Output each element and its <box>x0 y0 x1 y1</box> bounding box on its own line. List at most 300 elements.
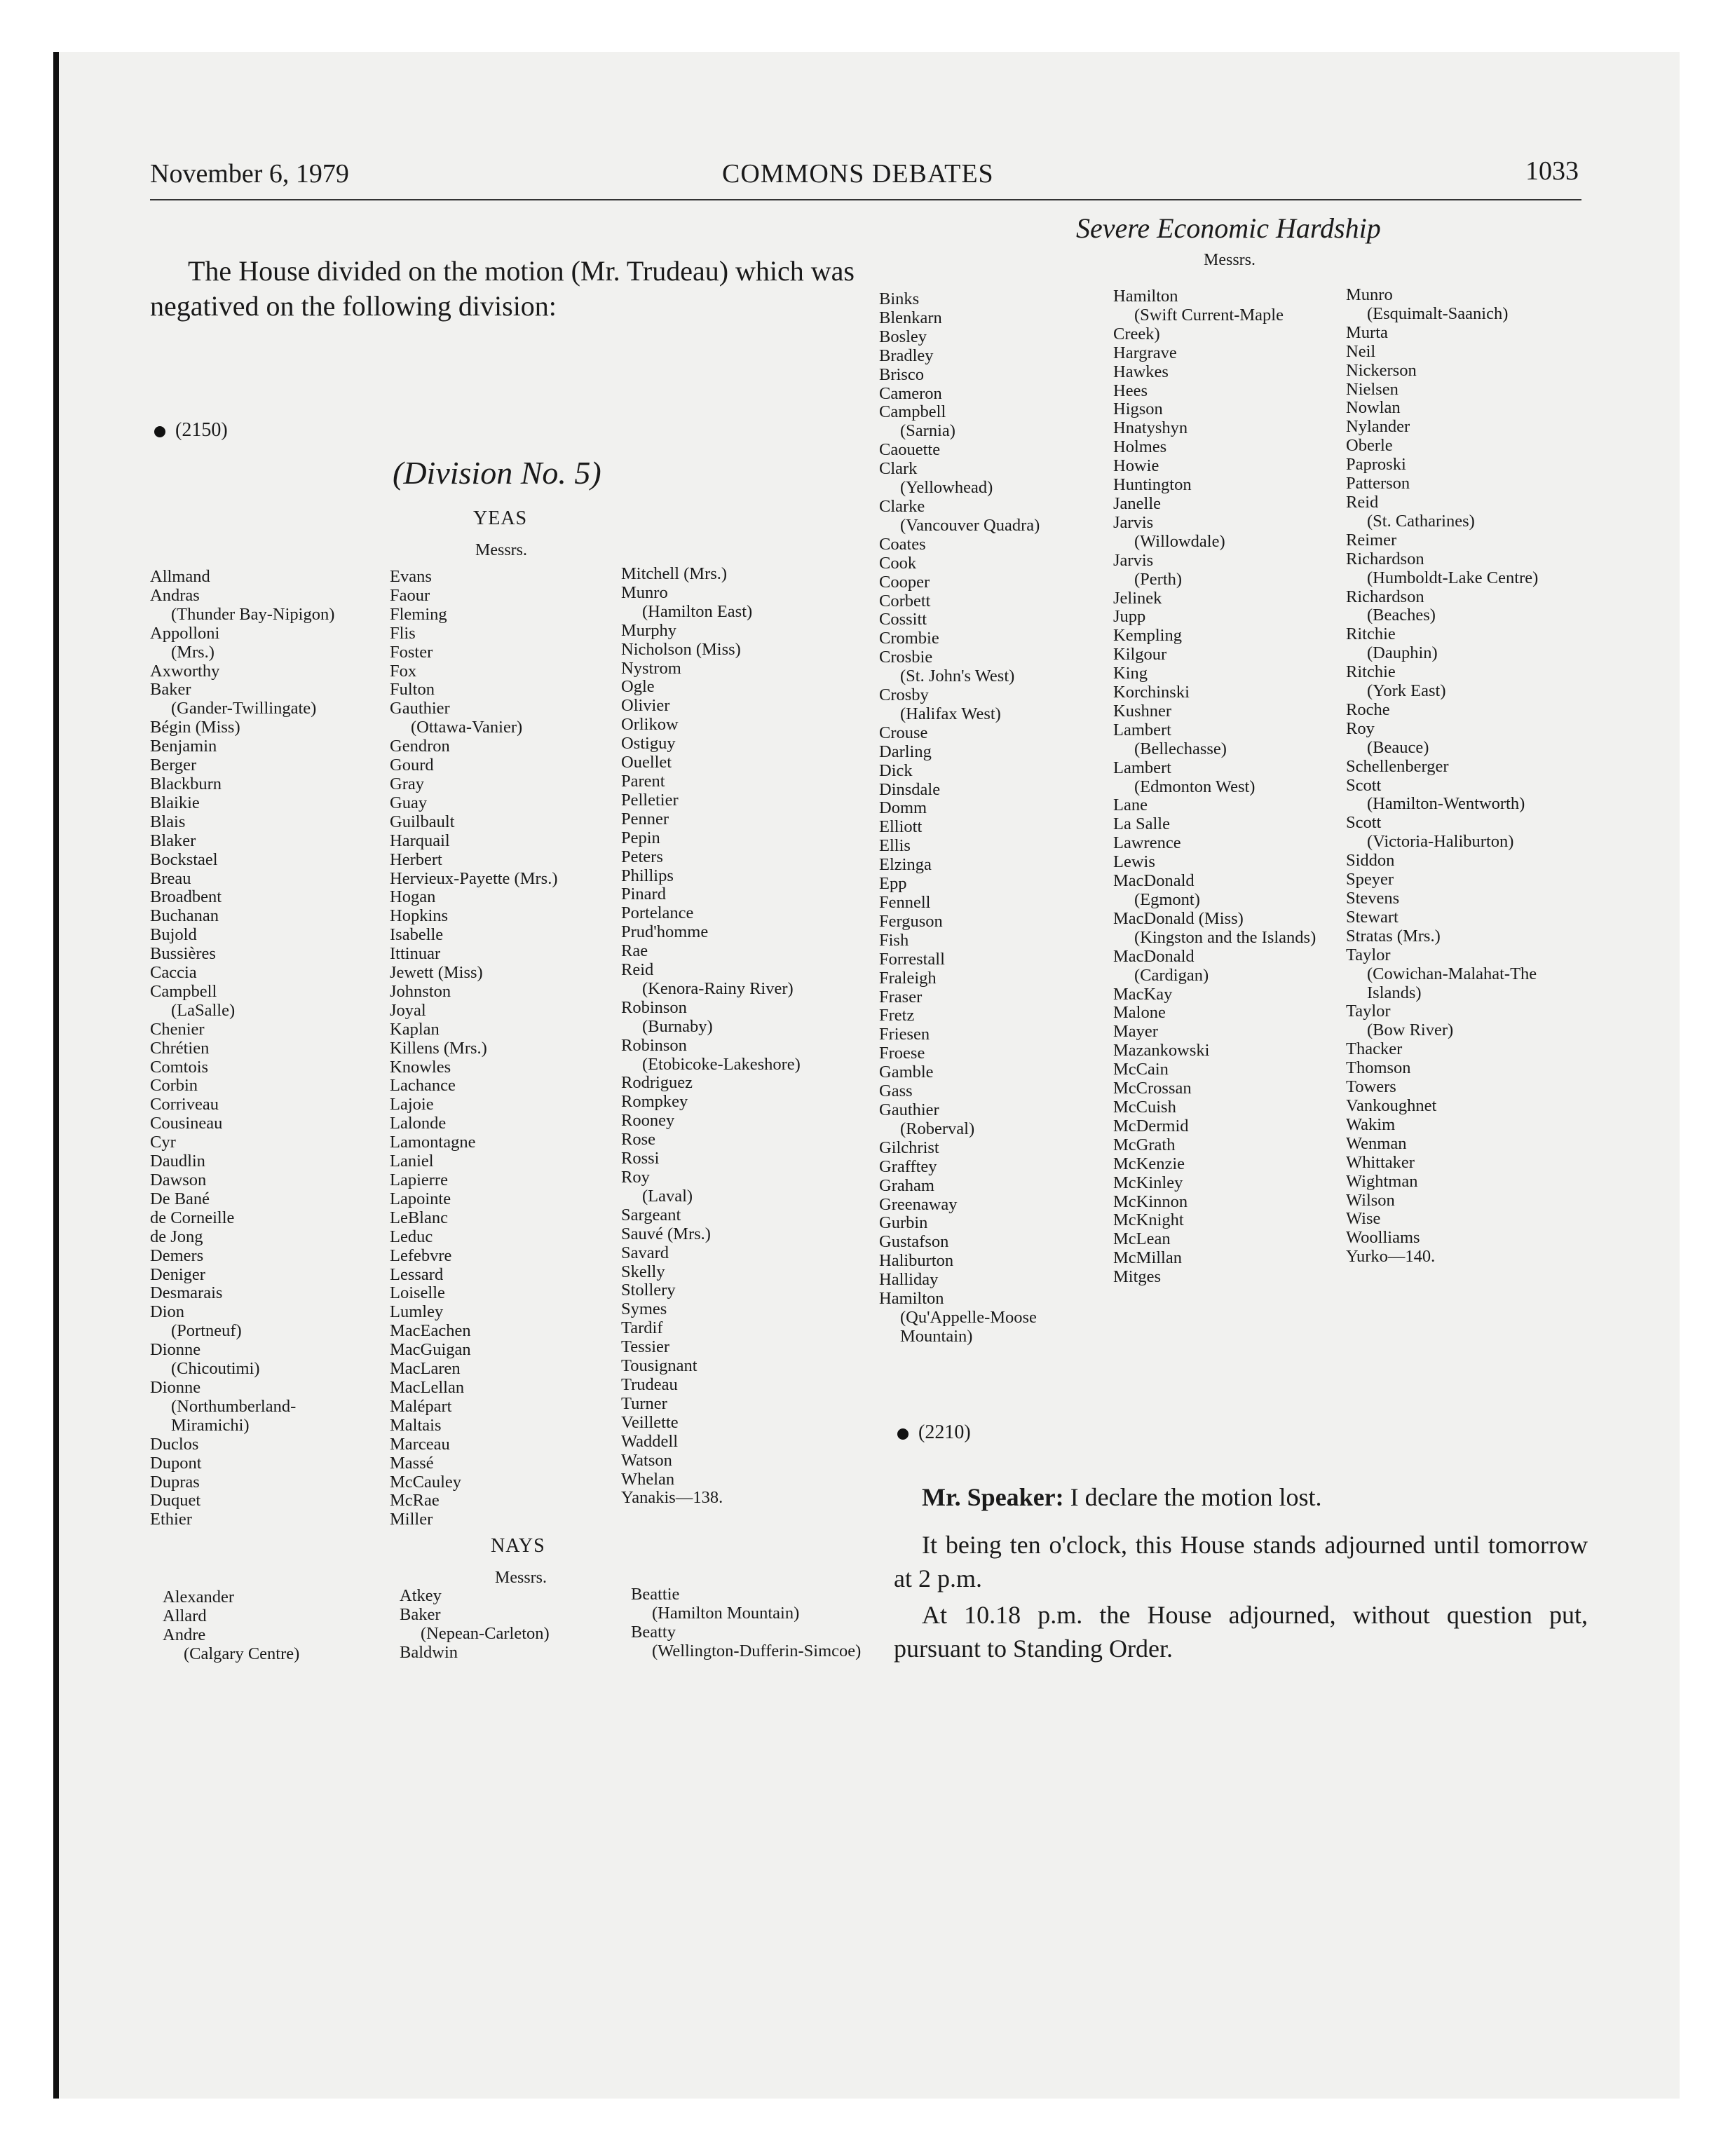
yeas-heading: YEAS <box>473 507 528 529</box>
header-title: COMMONS DEBATES <box>722 159 994 189</box>
member-name: Gamble <box>879 1063 934 1082</box>
member-name: Jelinek <box>1113 588 1162 608</box>
member-name: Higson <box>1113 400 1163 419</box>
member-name: Joyal <box>390 1000 426 1020</box>
member-name: Cossitt <box>879 610 927 629</box>
member-name: Fox <box>390 661 417 681</box>
member-name: Robinson <box>621 997 687 1017</box>
member-name: Chrétien <box>150 1038 210 1058</box>
scan-edge <box>53 52 59 2099</box>
member-name: McCain <box>1113 1060 1169 1079</box>
member-name: Nystrom <box>621 658 681 678</box>
member-name: Graham <box>879 1175 934 1195</box>
member-name: Watson <box>621 1450 672 1470</box>
member-name: Campbell <box>150 981 217 1001</box>
member-name: Dupras <box>150 1472 200 1492</box>
member-name: Guilbault <box>390 812 455 831</box>
member-name: Hargrave <box>1113 343 1177 362</box>
nays-cont-column-1 <box>879 290 1040 1346</box>
member-name: Scott <box>1346 813 1382 833</box>
speaker-paragraph <box>894 1480 1588 1514</box>
member-name: Massé <box>390 1453 434 1473</box>
member-name: Knowles <box>390 1057 451 1077</box>
member-name: Elzinga <box>879 855 932 875</box>
member-riding: (Qu'Appelle-Moose <box>900 1307 1037 1327</box>
member-name: Allard <box>163 1606 207 1625</box>
member-name: Hopkins <box>390 906 449 926</box>
member-name: Speyer <box>1346 870 1394 889</box>
member-name: Olivier <box>621 696 670 716</box>
member-name: LeBlanc <box>390 1208 448 1227</box>
member-riding: (Portneuf) <box>171 1321 242 1341</box>
member-name: Elliott <box>879 817 923 837</box>
member-name: Yanakis—138. <box>621 1488 723 1508</box>
member-name: Schellenberger <box>1346 756 1449 776</box>
member-name: Rae <box>621 941 648 961</box>
member-name: MacLaren <box>390 1359 461 1379</box>
member-name: Roy <box>621 1168 650 1187</box>
member-name: Nowlan <box>1346 398 1401 418</box>
member-riding: (Humboldt-Lake Centre) <box>1367 568 1539 587</box>
member-name: Gauthier <box>390 699 450 718</box>
nays-messrs: Messrs. <box>495 1569 547 1587</box>
bullet-icon <box>154 426 165 437</box>
member-name: Gendron <box>390 737 450 756</box>
member-name: Malépart <box>390 1396 452 1416</box>
member-name: Janelle <box>1113 493 1162 513</box>
member-name: Peters <box>621 847 663 866</box>
member-name: Gray <box>390 774 424 793</box>
member-name: Lapointe <box>390 1189 451 1208</box>
member-name: Foster <box>390 642 433 662</box>
member-name: Kushner <box>1113 701 1172 721</box>
member-name: Huntington <box>1113 475 1192 495</box>
section-messrs: Messrs. <box>1204 251 1256 269</box>
member-name: Friesen <box>879 1025 930 1044</box>
member-name: Evans <box>390 567 432 586</box>
member-name: Miller <box>390 1510 433 1529</box>
member-name: Crosbie <box>879 648 933 667</box>
member-name: Lefebvre <box>390 1246 452 1265</box>
member-name: Duquet <box>150 1491 201 1510</box>
member-name: McCrossan <box>1113 1079 1192 1098</box>
member-name: Whelan <box>621 1469 675 1489</box>
member-name: Killens (Mrs.) <box>390 1038 487 1058</box>
member-name: MacLellan <box>390 1377 465 1397</box>
member-name: Taylor <box>1346 945 1391 964</box>
member-name: Blaker <box>150 831 196 850</box>
member-name: Thomson <box>1346 1058 1411 1078</box>
member-name: Rossi <box>621 1149 660 1168</box>
member-name: Crombie <box>879 629 939 648</box>
member-name: Hogan <box>390 887 436 907</box>
member-name: Vankoughnet <box>1346 1096 1437 1115</box>
member-name: Tardif <box>621 1318 663 1338</box>
member-name: Phillips <box>621 866 674 885</box>
member-name: Ritchie <box>1346 662 1396 682</box>
member-name: Prud'homme <box>621 922 709 942</box>
member-name: Kaplan <box>390 1019 440 1039</box>
member-name: Munro <box>1346 285 1393 304</box>
member-name: Stewart <box>1346 907 1399 927</box>
member-name: Halliday <box>879 1270 939 1290</box>
member-name: Patterson <box>1346 474 1410 493</box>
member-name: Stollery <box>621 1281 676 1300</box>
member-name: Atkey <box>400 1586 442 1605</box>
member-name: Breau <box>150 868 191 888</box>
member-riding: (Halifax West) <box>900 704 1001 723</box>
member-name: Baker <box>400 1604 441 1624</box>
member-name: Mitges <box>1113 1267 1162 1287</box>
member-name: Pepin <box>621 828 660 847</box>
member-name: Rompkey <box>621 1092 688 1112</box>
member-name: Cousineau <box>150 1114 223 1133</box>
member-name: Fulton <box>390 680 435 700</box>
member-name: Berger <box>150 756 197 775</box>
member-name: Gurbin <box>879 1213 928 1233</box>
member-name: Robinson <box>621 1035 687 1055</box>
member-name: Fish <box>879 930 909 950</box>
member-riding: (Ottawa-Vanier) <box>411 718 523 737</box>
member-name: Beatty <box>631 1622 676 1642</box>
member-name: Fretz <box>879 1006 915 1025</box>
member-name: Froese <box>879 1044 925 1063</box>
member-name: Andre <box>163 1625 206 1644</box>
member-name: McKinnon <box>1113 1192 1188 1211</box>
member-name: Campbell <box>879 402 946 422</box>
nays-column-3 <box>631 1585 861 1661</box>
member-name: Chenier <box>150 1019 205 1039</box>
member-name: Allmand <box>150 567 210 586</box>
member-riding: (Nepean-Carleton) <box>421 1623 550 1643</box>
member-name: Hervieux-Payette (Mrs.) <box>390 868 558 888</box>
member-name: Rose <box>621 1130 655 1149</box>
member-name: McDermid <box>1113 1116 1189 1135</box>
member-name: Demers <box>150 1246 204 1265</box>
member-name: Nylander <box>1346 417 1410 437</box>
member-name: Veillette <box>621 1412 679 1432</box>
member-name: Appolloni <box>150 623 220 643</box>
member-riding: (Calgary Centre) <box>184 1644 300 1663</box>
member-name: Ellis <box>879 836 911 856</box>
member-name: La Salle <box>1113 814 1170 834</box>
member-name: Mazankowski <box>1113 1041 1210 1060</box>
member-name: Gustafson <box>879 1232 949 1252</box>
member-name: Gourd <box>390 756 434 775</box>
yeas-messrs: Messrs. <box>475 541 528 559</box>
member-name: Richardson <box>1346 587 1424 606</box>
member-name: Hamilton <box>879 1289 944 1309</box>
member-name: Deniger <box>150 1264 205 1284</box>
nays-cont-column-3 <box>1346 286 1538 1267</box>
marker-text: (2210) <box>918 1421 971 1443</box>
member-name: Dawson <box>150 1171 207 1189</box>
member-name: Thacker <box>1346 1039 1403 1059</box>
member-name: Lajoie <box>390 1095 434 1114</box>
member-riding: (Northumberland- <box>171 1396 297 1416</box>
yeas-column-2 <box>390 568 557 1529</box>
member-riding: (Beaches) <box>1367 606 1436 625</box>
member-name: Rodriguez <box>621 1073 693 1093</box>
member-name: Fraleigh <box>879 968 937 988</box>
member-riding: (Gander-Twillingate) <box>171 699 317 718</box>
member-name: Wilson <box>1346 1190 1395 1210</box>
member-name: Andras <box>150 585 200 605</box>
member-name: Ethier <box>150 1510 192 1529</box>
member-name: Hees <box>1113 381 1148 400</box>
member-riding: (Chicoutimi) <box>171 1359 260 1379</box>
nays-column-2 <box>400 1587 550 1663</box>
member-name: Lane <box>1113 796 1148 815</box>
member-name: Axworthy <box>150 661 220 681</box>
member-name: Roy <box>1346 718 1375 738</box>
member-name: Dupont <box>150 1453 202 1473</box>
member-name: Dion <box>150 1302 184 1322</box>
member-name: Guay <box>390 793 428 812</box>
member-name: Stratas (Mrs.) <box>1346 926 1441 946</box>
member-name: Brisco <box>879 364 924 384</box>
member-name: Oberle <box>1346 436 1393 456</box>
member-name: Broadbent <box>150 887 222 907</box>
member-name: MacDonald <box>1113 946 1195 966</box>
member-name: King <box>1113 664 1148 683</box>
member-name: Tousignant <box>621 1356 698 1376</box>
member-riding: (Yellowhead) <box>900 478 993 498</box>
member-name: Cyr <box>150 1133 176 1152</box>
member-name: Dionne <box>150 1377 201 1397</box>
member-name: Sauvé (Mrs.) <box>621 1224 711 1243</box>
member-name: Cooper <box>879 572 930 592</box>
member-name: Epp <box>879 874 907 894</box>
member-name: Johnston <box>390 981 451 1001</box>
member-name: Bujold <box>150 925 197 945</box>
member-riding: (Egmont) <box>1134 890 1200 909</box>
member-riding: (Victoria-Haliburton) <box>1367 832 1514 852</box>
member-riding: (Hamilton-Wentworth) <box>1367 794 1525 814</box>
member-name: Blenkarn <box>879 308 942 327</box>
member-name: Woolliams <box>1346 1228 1420 1248</box>
member-riding: (Edmonton West) <box>1134 777 1256 796</box>
member-name: Baldwin <box>400 1642 458 1662</box>
member-riding: (Roberval) <box>900 1119 975 1138</box>
member-riding: (St. John's West) <box>900 667 1015 686</box>
member-name: Domm <box>879 798 927 818</box>
member-riding: (Vancouver Quadra) <box>900 515 1040 535</box>
member-riding: (Kenora-Rainy River) <box>642 978 794 998</box>
member-riding: (Thunder Bay-Nipigon) <box>171 604 335 624</box>
member-name: Neil <box>1346 341 1376 361</box>
member-name: Gilchrist <box>879 1138 939 1157</box>
member-name: Caccia <box>150 963 197 983</box>
member-name: Wightman <box>1346 1171 1418 1191</box>
member-name: Turner <box>621 1393 667 1413</box>
member-name: Benjamin <box>150 737 217 756</box>
member-name: Baker <box>150 680 191 700</box>
section-title: Severe Economic Hardship <box>1076 212 1381 244</box>
member-riding: (Willowdale) <box>1134 531 1225 551</box>
member-name: Blais <box>150 812 186 831</box>
member-name: Forrestall <box>879 949 945 969</box>
member-name: Faour <box>390 585 430 605</box>
nays-cont-column-2 <box>1113 287 1316 1287</box>
marker-text: (2150) <box>175 419 228 441</box>
member-name: Binks <box>879 289 920 308</box>
member-name: Taylor <box>1346 1002 1391 1021</box>
member-name: McGrath <box>1113 1135 1176 1154</box>
member-riding: (Hamilton Mountain) <box>652 1603 800 1623</box>
member-riding: (Bellechasse) <box>1134 739 1227 758</box>
member-name: Creek) <box>1113 324 1160 343</box>
member-name: Haliburton <box>879 1251 954 1271</box>
member-name: Darling <box>879 742 932 761</box>
member-name: Leduc <box>390 1227 433 1246</box>
member-name: Grafftey <box>879 1157 937 1176</box>
speaker-label: Mr. Speaker: <box>922 1483 1064 1511</box>
member-name: Howie <box>1113 456 1159 476</box>
member-name: McKnight <box>1113 1210 1184 1230</box>
member-name: Nicholson (Miss) <box>621 639 741 659</box>
member-name: Murta <box>1346 322 1388 342</box>
time-marker-2150 <box>154 419 228 442</box>
member-name: Bockstael <box>150 850 218 869</box>
member-riding: Miramichi) <box>171 1415 250 1435</box>
member-name: Fraser <box>879 987 923 1007</box>
member-riding: (Kingston and the Islands) <box>1134 927 1316 947</box>
member-name: Lambert <box>1113 720 1171 739</box>
member-riding: (Mrs.) <box>171 642 215 662</box>
member-name: Siddon <box>1346 851 1395 871</box>
member-name: Gauthier <box>879 1100 939 1119</box>
time-marker-2210 <box>897 1421 971 1444</box>
member-name: Dick <box>879 760 913 780</box>
member-name: Scott <box>1346 775 1382 795</box>
member-name: Rooney <box>621 1111 675 1131</box>
member-name: Ostiguy <box>621 734 676 753</box>
member-name: Bégin (Miss) <box>150 718 240 737</box>
member-name: Penner <box>621 809 669 828</box>
member-name: Savard <box>621 1243 669 1262</box>
member-riding: (Swift Current-Maple <box>1134 305 1284 325</box>
member-name: Sargeant <box>621 1205 681 1224</box>
member-name: McRae <box>390 1491 440 1510</box>
member-name: Gass <box>879 1082 913 1101</box>
member-name: Waddell <box>621 1431 679 1451</box>
member-name: Isabelle <box>390 925 444 945</box>
member-name: Corriveau <box>150 1095 219 1114</box>
header-date: November 6, 1979 <box>150 159 349 189</box>
bullet-icon <box>897 1428 909 1440</box>
member-name: Coates <box>879 534 926 554</box>
member-name: Lambert <box>1113 758 1171 777</box>
member-riding: (Etobicoke-Lakeshore) <box>642 1054 801 1074</box>
member-riding: (St. Catharines) <box>1367 511 1475 531</box>
member-name: Corbett <box>879 591 931 610</box>
member-name: Richardson <box>1346 549 1424 568</box>
member-name: Bosley <box>879 327 927 346</box>
member-riding: (Sarnia) <box>900 421 955 441</box>
member-name: McCauley <box>390 1472 462 1492</box>
member-name: Holmes <box>1113 437 1167 457</box>
page-number: 1033 <box>1525 156 1579 186</box>
member-name: Ittinuar <box>390 944 441 964</box>
member-name: Kilgour <box>1113 645 1167 664</box>
member-name: Ogle <box>621 677 655 697</box>
member-riding: (LaSalle) <box>171 1000 236 1020</box>
member-riding: Islands) <box>1367 983 1422 1002</box>
member-name: Yurko—140. <box>1346 1247 1436 1267</box>
member-name: Buchanan <box>150 906 219 926</box>
member-name: de Corneille <box>150 1208 235 1227</box>
member-name: Greenaway <box>879 1194 958 1214</box>
member-name: Duclos <box>150 1434 199 1454</box>
adjournment-paragraph-1: It being ten o'clock, this House stands adjourned until tomorrow at 2 p.m. <box>894 1531 1588 1592</box>
member-name: Maltais <box>390 1415 442 1435</box>
member-name: Pelletier <box>621 790 679 810</box>
member-name: Dinsdale <box>879 779 941 799</box>
adjournment-paragraph-2: At 10.18 p.m. the House adjourned, without question put, pursuant to Standing Order. <box>894 1601 1588 1663</box>
member-name: Reid <box>1346 492 1379 512</box>
member-name: Caouette <box>879 440 941 460</box>
member-name: Parent <box>621 771 665 791</box>
member-name: Clarke <box>879 496 925 516</box>
yeas-column-1 <box>150 568 334 1529</box>
member-name: Corbin <box>150 1076 198 1096</box>
member-name: Nielsen <box>1346 379 1399 399</box>
member-name: McKinley <box>1113 1173 1183 1192</box>
member-name: Reimer <box>1346 530 1397 550</box>
member-name: Desmarais <box>150 1283 223 1303</box>
member-name: Reid <box>621 960 654 980</box>
member-name: Lapierre <box>390 1171 448 1189</box>
member-name: Clark <box>879 459 918 479</box>
member-name: Lachance <box>390 1076 456 1096</box>
member-riding: (Bow River) <box>1367 1021 1454 1040</box>
member-name: MacEachen <box>390 1321 471 1341</box>
member-name: Blaikie <box>150 793 200 812</box>
member-name: Bradley <box>879 346 934 365</box>
member-riding: (Hamilton East) <box>642 601 753 621</box>
member-name: Daudlin <box>150 1152 205 1171</box>
member-name: Pinard <box>621 885 666 904</box>
member-name: Stevens <box>1346 889 1400 908</box>
member-riding: (Esquimalt-Saanich) <box>1367 303 1509 323</box>
member-name: MacKay <box>1113 984 1173 1004</box>
member-name: Beattie <box>631 1585 680 1604</box>
member-name: McLean <box>1113 1229 1171 1249</box>
member-name: Malone <box>1113 1003 1166 1023</box>
member-riding: (Laval) <box>642 1186 693 1206</box>
member-name: Jarvis <box>1113 512 1154 532</box>
member-name: Marceau <box>390 1434 450 1454</box>
member-name: McMillan <box>1113 1248 1182 1268</box>
member-name: McCuish <box>1113 1097 1176 1117</box>
division-intro: The House divided on the motion (Mr. Trudeau) which was negatived on the following division: <box>150 255 855 322</box>
member-name: Comtois <box>150 1057 209 1077</box>
member-name: Lessard <box>390 1264 444 1284</box>
member-name: Fennell <box>879 893 931 912</box>
member-name: Crosby <box>879 685 929 705</box>
member-name: Fleming <box>390 604 447 624</box>
member-name: Hamilton <box>1113 287 1178 306</box>
member-name: Murphy <box>621 620 676 640</box>
member-name: Harquail <box>390 831 450 850</box>
member-name: Laniel <box>390 1152 434 1171</box>
member-name: Towers <box>1346 1077 1396 1097</box>
member-name: Loiselle <box>390 1283 445 1303</box>
member-name: Skelly <box>621 1262 665 1281</box>
member-name: McKenzie <box>1113 1154 1185 1173</box>
member-name: Lamontagne <box>390 1133 476 1152</box>
